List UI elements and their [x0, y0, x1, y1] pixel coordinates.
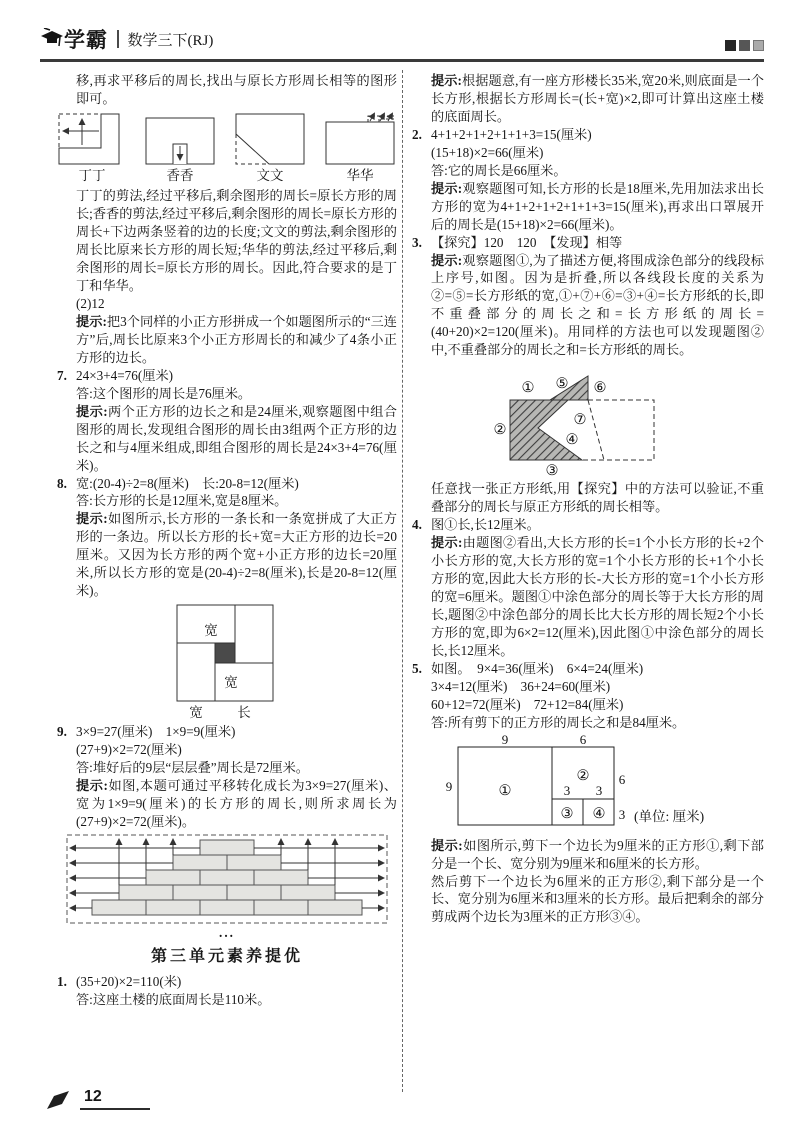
hint-label: 提示:: [76, 313, 107, 329]
hint-label: 提示:: [431, 837, 463, 853]
segment-5-label: ⑤: [555, 376, 569, 393]
region-3-label: ③: [560, 805, 574, 822]
formula-line: (15+18)×2=66(厘米): [431, 144, 544, 160]
left-column: [57, 72, 397, 1009]
answer-line: 答:这个图形的周长是76厘米。: [76, 385, 252, 401]
hint-paragraph: [412, 534, 764, 660]
figure-xiangxiang: [143, 112, 217, 185]
page-footer: [46, 1088, 150, 1110]
item-2: [412, 126, 764, 144]
item-1: [57, 973, 397, 991]
hint-label: 提示:: [76, 403, 108, 419]
item-number: 5.: [412, 660, 422, 676]
item-text: (35+20)×2=110(米): [76, 973, 182, 989]
item-number: 7.: [57, 367, 67, 383]
length-label: 长: [236, 705, 251, 721]
hint-text: 如图所示,长方形的一条长和一条宽拼成了大正方形的一条边。所以长方形的长+宽=大正方形的边长=20厘米。又因为长方形的两个宽+小正方形的边长=20厘米,所以长方形的宽是(20-4)÷2=8(厘米),长是20-8=12(厘米)。: [76, 511, 397, 599]
hint-text: 根据题意,有一座方形楼长35米,宽20米,则底面是一个长方形,根据长方形周长=(长+宽)×2,即可计算出这座土楼的底面周长。: [431, 73, 764, 124]
dim-6-top: 6: [579, 734, 587, 747]
hint-paragraph: [412, 180, 764, 234]
segment-6-label: ⑥: [593, 380, 607, 397]
region-4-label: ④: [592, 805, 606, 822]
item-4: [412, 516, 764, 534]
item-3: [412, 234, 764, 252]
dim-9-top: 9: [501, 734, 509, 747]
figure-dingding: [57, 112, 127, 185]
hint-label: 提示:: [431, 535, 463, 551]
segment-3-label: ③: [545, 463, 559, 479]
pinwheel-square-diagram: [57, 603, 397, 721]
hint-paragraph: [412, 837, 764, 873]
hint-paragraph: [57, 403, 397, 475]
folded-paper-icon: [488, 362, 688, 478]
item-text: 【探究】120 120 【发现】相等: [431, 234, 623, 250]
book-title: 数学三下(RJ): [127, 32, 214, 49]
hint-label: 提示:: [76, 778, 108, 794]
graduation-cap-icon: [40, 28, 64, 50]
item-text: 如图。 9×4=36(厘米) 6×4=24(厘米): [431, 660, 644, 676]
sub-answer: (2)12: [76, 295, 105, 311]
figure-caption: 文文: [256, 167, 284, 183]
figure-caption: 香香: [166, 167, 194, 183]
analysis-paragraph: 丁丁的剪法,经过平移后,剩余图形的周长=原长方形的周长;香香的剪法,经过平移后,剩余图形的周长=原长方形的周长+下边两条竖着的边的长度;文文的剪法,剩余图形的周长比原来长方形的周长短;华华的剪法,经过平移后,剩余图形的周长=原长方形的周长。因此,符合要求的是丁丁和华华。: [76, 188, 398, 294]
hint-label: 提示:: [76, 511, 108, 527]
segment-2-label: ②: [493, 422, 507, 439]
item-9: [57, 723, 397, 741]
region-2-label: ②: [576, 767, 590, 784]
item-number: 3.: [412, 234, 422, 250]
figure-caption: 丁丁: [78, 167, 106, 183]
item-number: 4.: [412, 517, 422, 533]
segment-7-label: ⑦: [573, 412, 587, 429]
cut-squares-icon: [428, 735, 748, 835]
notch-cut-icon: [143, 112, 217, 166]
item-8: [57, 475, 397, 493]
width-label: 宽: [203, 623, 218, 639]
brick-pyramid-diagram: [57, 834, 397, 926]
brand-name: 学霸: [64, 29, 108, 52]
item-number: 1.: [57, 973, 67, 989]
width-label: 宽: [188, 705, 203, 721]
dim-9-left: 9: [445, 778, 453, 794]
l-shape-cut-icon: [57, 112, 127, 166]
pencil-icon: [46, 1090, 72, 1110]
corner-squares-icon: [725, 40, 764, 59]
page-header: [40, 22, 764, 62]
hint-paragraph: [412, 252, 764, 360]
hint-paragraph: [57, 510, 397, 600]
dim-3-b: 3: [595, 782, 603, 798]
pinwheel-square-icon: [165, 603, 290, 721]
page-number: 12: [80, 1088, 150, 1110]
figure-caption: 华华: [346, 167, 374, 183]
hint-label: 提示:: [431, 180, 463, 196]
hint-continued: 然后剪下一个边长为6厘米的正方形②,剩下部分是一个长、宽分别为6厘米和3厘米的长方形。最后把剩余的部分剪成两个边长为3厘米的正方形③④。: [431, 873, 764, 925]
figure-wenwen: [233, 112, 307, 185]
hint-label: 提示:: [431, 73, 462, 88]
cut-squares-diagram: [412, 735, 764, 835]
hint-paragraph: [412, 72, 764, 126]
figure-huahua: [323, 112, 397, 185]
brand-block: [40, 24, 213, 59]
hint-text: 两个正方形的边长之和是24厘米,观察题图中组合图形的周长,发现组合图形的周长由3组两个正方形的边长之和与4厘米组成,即组合图形的周长是24×3+4=76(厘米)。: [76, 403, 397, 473]
brick-pyramid-icon: [66, 834, 388, 926]
fold-diagram: [412, 362, 764, 478]
dim-3-right: 3: [618, 806, 626, 822]
hint-text: 把3个同样的小正方形拼成一个如题图所示的“三连方”后,周长比原来3个小正方形周长的和减少了4条小正方形的边长。: [76, 313, 397, 365]
intro-paragraph: 移,再求平移后的周长,找出与原长方形周长相等的图形即可。: [76, 73, 397, 106]
item-7: [57, 367, 397, 385]
item-number: 9.: [57, 724, 67, 740]
ellipsis-more: ...: [219, 924, 235, 940]
hint-text: 如图所示,剪下一个边长为9厘米的正方形①,剩下部分是一个长、宽分别为9厘米和6厘米的长方形。: [431, 837, 764, 871]
item-5: [412, 660, 764, 678]
unit-note: (单位: 厘米): [634, 808, 705, 824]
region-1-label: ①: [498, 782, 512, 799]
section-heading: 第三单元素养提优: [150, 948, 303, 966]
dim-6-right: 6: [618, 771, 626, 787]
cut-figures-diagram: [57, 112, 397, 185]
answer-line: 答:堆好后的9层“层层叠”周长是72厘米。: [76, 760, 309, 776]
item-text: 宽:(20-4)÷2=8(厘米) 长:20-8=12(厘米): [76, 475, 299, 491]
hint-text: 观察题图可知,长方形的长是18厘米,先用加法求出长方形的宽为4+1+2+1+2+1+1+3=15(厘米),再求出口罩展开后的周长是(15+18)×2=66(厘米)。: [431, 180, 764, 232]
item-text: 4+1+2+1+2+1+1+3=15(厘米): [431, 126, 592, 142]
answer-line: 答:长方形的长是12厘米,宽是8厘米。: [76, 493, 288, 509]
answer-line: 答:它的周长是66厘米。: [431, 162, 567, 178]
item-text: 图①长,长12厘米。: [431, 517, 540, 533]
item-text: 24×3+4=76(厘米): [76, 367, 174, 383]
formula-line: (27+9)×2=72(厘米): [76, 742, 182, 758]
width-label: 宽: [223, 675, 238, 691]
segment-4-label: ④: [565, 432, 579, 449]
hint-text: 如图,本题可通过平移转化成长为3×9=27(厘米)、宽为1×9=9(厘米)的长方形的周长,则所求周长为(27+9)×2=72(厘米)。: [76, 778, 397, 829]
diagonal-cut-icon: [233, 112, 307, 166]
hint-text: 由题图②看出,大长方形的长=1个小长方形的长+2个小长方形的宽,大长方形的宽=1个小长方形的长+1个小长方形的宽,因此大长方形的长-大长方形的宽=1个小长方形的宽=6厘米。题图①中涂色部分的周长等于大长方形的周长,题图②中涂色部分的周长比大长方形的周长短2个小长方形的宽,即为6×2=12(厘米),因此图①中涂色部分的周长长,长12厘米。: [431, 535, 764, 658]
answer-line: 答:这座土楼的底面周长是110米。: [76, 991, 271, 1007]
header-divider: [117, 30, 119, 48]
answer-line: 答:所有剪下的正方形的周长之和是84厘米。: [431, 714, 686, 730]
hint-text: 观察题图①,为了描述方便,将围成涂色部分的线段标上序号,如图。因为是折叠,所以各线段长度的关系为②=⑤=长方形纸的宽,①+⑦+⑥=③+④=长方形纸的长,即不重叠部分的周长之和=长方形纸的周长=(40+20)×2=120(厘米)。用同样的方法也可以发现题图②中,不重叠部分的周长之和=长方形纸的周长。: [431, 252, 764, 358]
segment-1-label: ①: [521, 380, 535, 397]
item-number: 2.: [412, 126, 422, 142]
item-number: 8.: [57, 475, 67, 491]
staircase-cut-icon: [323, 112, 397, 166]
formula-line: 3×4=12(厘米) 36+24=60(厘米): [431, 678, 611, 694]
right-column: [412, 72, 764, 926]
column-divider: [402, 70, 403, 1092]
item-text: 3×9=27(厘米) 1×9=9(厘米): [76, 724, 236, 740]
formula-line: 60+12=72(厘米) 72+12=84(厘米): [431, 696, 624, 712]
hint-label: 提示:: [431, 252, 463, 268]
verify-paragraph: 任意找一张正方形纸,用【探究】中的方法可以验证,不重叠部分的周长与原正方形纸的周长相等。: [431, 481, 764, 515]
dim-3-a: 3: [563, 782, 571, 798]
hint-paragraph: [57, 777, 397, 831]
hint-paragraph: [57, 313, 397, 367]
